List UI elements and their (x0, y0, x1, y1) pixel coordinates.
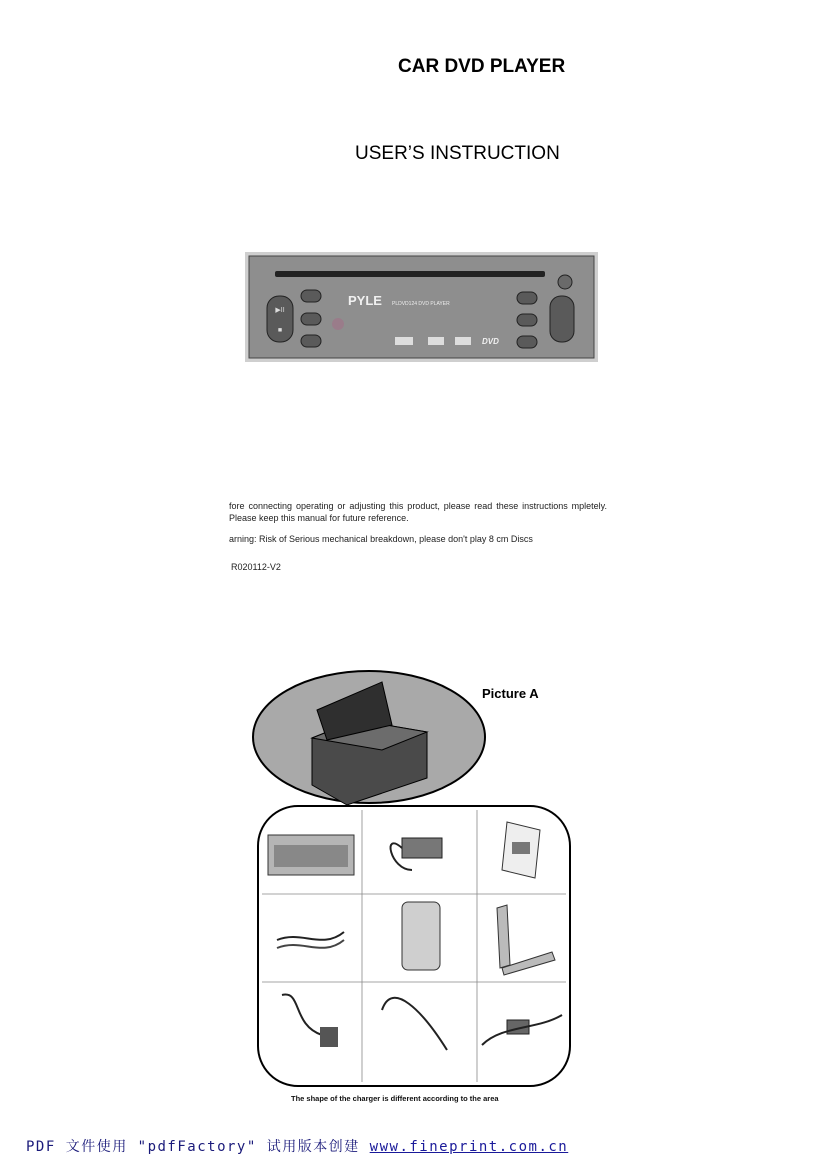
package-contents-image (252, 670, 587, 1090)
picture-label: Picture A (482, 686, 539, 701)
device-brand: PYLE (348, 293, 382, 308)
dvd-player-front-panel-image (245, 252, 598, 362)
document-code: R020112-V2 (231, 562, 281, 572)
footer-text: PDF 文件使用 "pdfFactory" 试用版本创建 (26, 1139, 370, 1155)
instruction-paragraph (229, 501, 607, 524)
device-dvd-logo: DVD (482, 337, 499, 346)
footer-link[interactable]: www.fineprint.com.cn (369, 1139, 569, 1155)
picture-caption: The shape of the charger is different according to the area (291, 1094, 499, 1103)
svg-text:▶II: ▶II (275, 307, 285, 314)
pdf-footer (26, 1136, 568, 1156)
document-title: CAR DVD PLAYER (398, 56, 566, 77)
svg-text:■: ■ (277, 327, 283, 334)
warning-text: arning: Risk of Serious mechanical breakdown, please don't play 8 cm Discs (229, 534, 533, 544)
document-subtitle: USER’S INSTRUCTION (355, 143, 560, 164)
instruction-text: fore connecting operating or adjusting this product, please read these instructions mpletely. Please keep this manual for future reference. (229, 501, 607, 523)
device-model-label: PLDVD124 DVD PLAYER (392, 301, 450, 307)
